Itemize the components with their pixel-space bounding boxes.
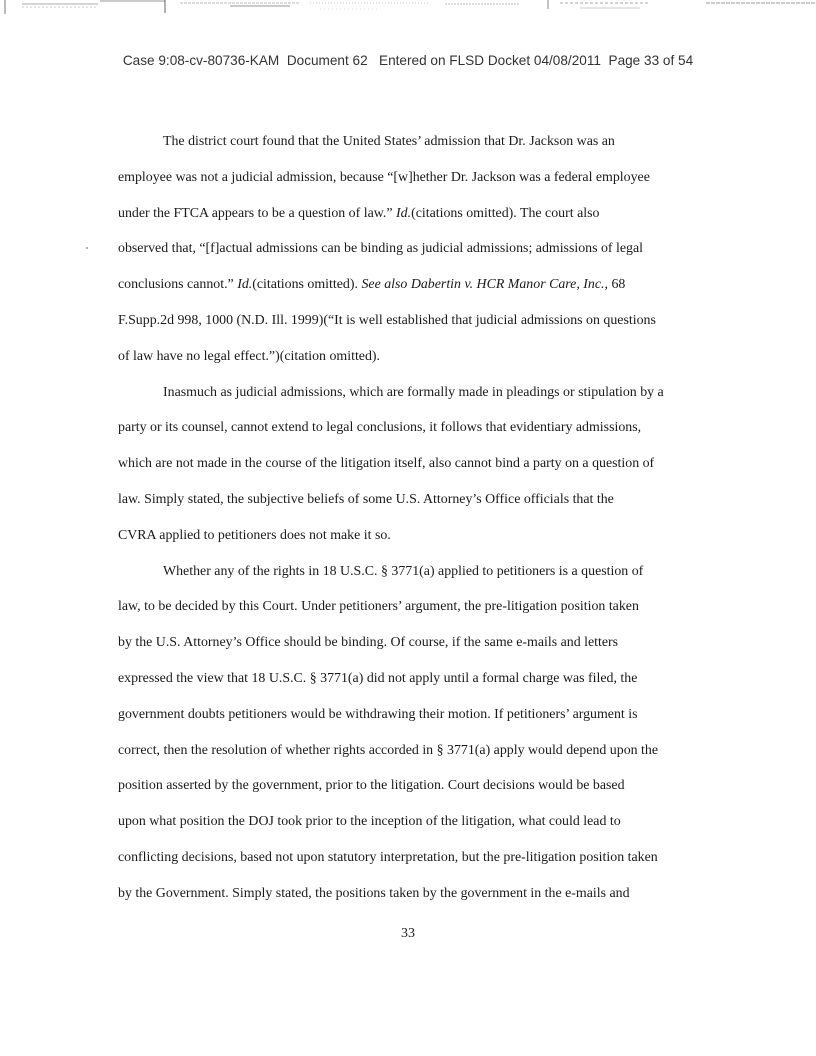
- text-line: position asserted by the government, prior to the litigation. Court decisions would be based: [118, 778, 625, 794]
- text-line: conclusions cannot.” Id.(citations omitted). See also Dabertin v. HCR Manor Care, Inc., 68: [118, 277, 626, 293]
- paragraph-3: [118, 554, 703, 912]
- text-line: government doubts petitioners would be withdrawing their motion. If petitioners’ argument is: [118, 706, 638, 722]
- case-citation: See also Dabertin v. HCR Manor Care, Inc.: [361, 277, 605, 293]
- text-line: employee was not a judicial admission, because “[w]hether Dr. Jackson was a federal employee: [118, 169, 650, 185]
- scan-speck: [86, 247, 88, 249]
- text-line: F.Supp.2d 998, 1000 (N.D. Ill. 1999)(“It is well established that judicial admissions on questions: [118, 312, 656, 328]
- text-line: correct, then the resolution of whether rights accorded in § 3771(a) apply would depend upon the: [118, 742, 659, 758]
- text-line: conflicting decisions, based not upon statutory interpretation, but the pre-litigation position taken: [118, 849, 658, 865]
- text-line: of law have no legal effect.”)(citation omitted).: [118, 348, 381, 364]
- paragraph-1: [118, 124, 703, 375]
- scan-edge-artifact: [0, 0, 816, 16]
- paragraph-2: [118, 375, 703, 554]
- text-line: Whether any of the rights in 18 U.S.C. § 3771(a) applied to petitioners is a question of: [163, 563, 644, 579]
- text-line: law. Simply stated, the subjective beliefs of some U.S. Attorney’s Office officials that the: [118, 491, 614, 507]
- text-line: which are not made in the course of the litigation itself, also cannot bind a party on a question of: [118, 456, 655, 472]
- page-number: 33: [401, 926, 415, 941]
- docket-header: [0, 53, 816, 68]
- page-count: Page 33 of 54: [608, 53, 694, 68]
- citation-id: Id.: [237, 277, 253, 293]
- document-number: Document 62: [286, 53, 368, 68]
- text-line: law, to be decided by this Court. Under petitioners’ argument, the pre-litigation position taken: [118, 599, 639, 615]
- document-body: [118, 124, 703, 912]
- text-line: party or its counsel, cannot extend to legal conclusions, it follows that evidentiary admissions,: [118, 420, 642, 436]
- text-line: expressed the view that 18 U.S.C. § 3771(a) did not apply until a formal charge was filed, the: [118, 670, 638, 686]
- text-line: by the U.S. Attorney’s Office should be binding. Of course, if the same e-mails and letters: [118, 635, 619, 651]
- text-line: The district court found that the United States’ admission that Dr. Jackson was an: [163, 134, 615, 149]
- citation-id: Id.: [396, 205, 412, 221]
- docket-entry: Entered on FLSD Docket 04/08/2011: [379, 53, 601, 68]
- text-line: by the Government. Simply stated, the positions taken by the government in the e-mails and: [118, 885, 630, 901]
- text-line: Inasmuch as judicial admissions, which are formally made in pleadings or stipulation by a: [163, 384, 664, 400]
- text-line: observed that, “[f]actual admissions can be binding as judicial admissions; admissions of legal: [118, 241, 644, 257]
- text-line: under the FTCA appears to be a question of law.” Id.(citations omitted). The court also: [118, 205, 600, 221]
- case-number: Case 9:08-cv-80736-KAM: [122, 53, 280, 68]
- text-line: CVRA applied to petitioners does not make it so.: [118, 527, 391, 543]
- text-line: upon what position the DOJ took prior to the inception of the litigation, what could lead to: [118, 814, 621, 830]
